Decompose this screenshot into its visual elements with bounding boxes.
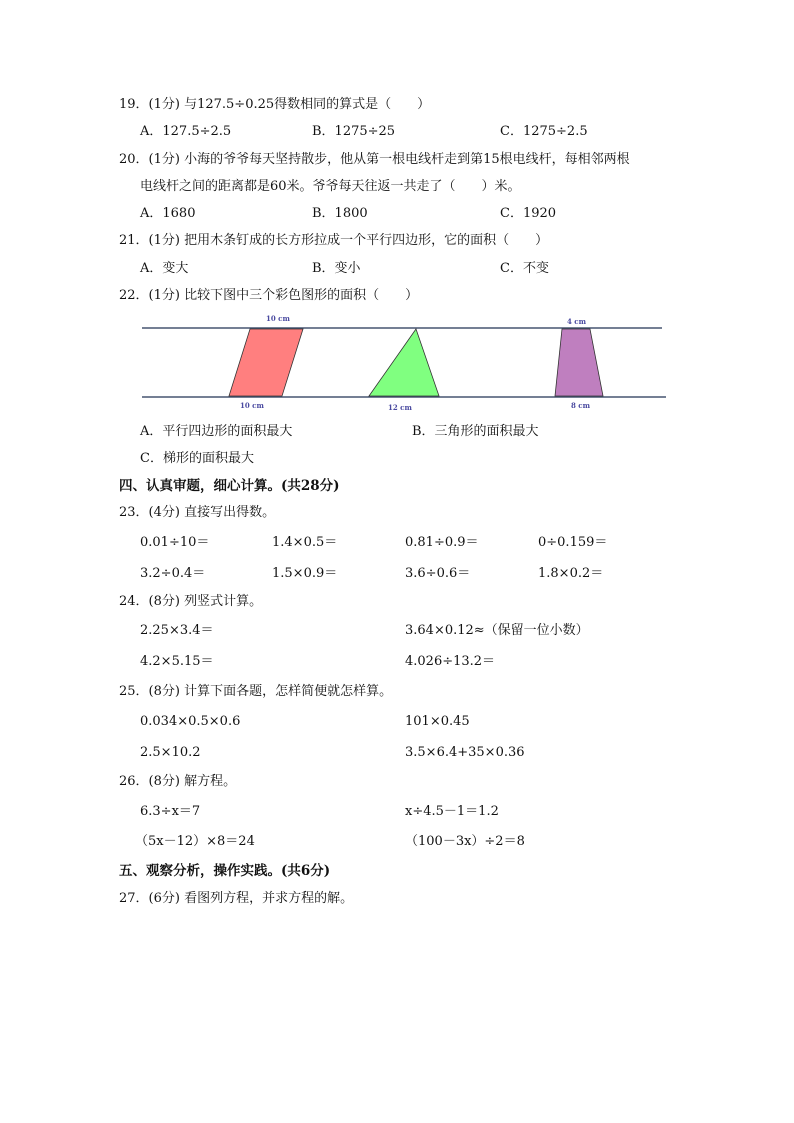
q20-option-a[interactable]: A．1680 [140,206,196,221]
q25-item: 101×0.45 [405,714,470,729]
trapezoid-shape [555,329,603,396]
q25-item: 2.5×10.2 [140,745,201,760]
q19-option-c[interactable]: C．1275÷2.5 [500,124,588,139]
parallelogram-bottom-label: 10 cm [240,401,264,410]
parallelogram-shape [229,329,303,396]
q24-item: 4.026÷13.2＝ [405,654,496,669]
q22-stem: 22．(1分) 比较下图中三个彩色图形的面积（ ） [119,288,419,303]
q20-option-b[interactable]: B．1800 [312,206,368,221]
parallelogram-top-label: 10 cm [266,314,290,323]
q24-item: 4.2×5.15＝ [140,654,214,669]
q21-option-c[interactable]: C．不变 [500,261,549,276]
triangle-shape [369,329,439,396]
q20-stem-line1: 20．(1分) 小海的爷爷每天坚持散步，他从第一根电线杆走到第15根电线杆，每相邻两根 [119,152,630,167]
q26-stem: 26．(8分) 解方程。 [119,774,237,789]
q23-item: 1.8×0.2＝ [538,566,604,581]
q25-item: 0.034×0.5×0.6 [140,714,241,729]
q24-stem: 24．(8分) 列竖式计算。 [119,594,263,609]
q19-option-a[interactable]: A．127.5÷2.5 [140,124,232,139]
q21-option-b[interactable]: B．变小 [312,261,361,276]
section-5-heading: 五、观察分析，操作实践。(共6分) [119,863,331,879]
q26-item: （5x－12）×8＝24 [135,834,255,849]
q23-item: 0.81÷0.9＝ [405,535,479,550]
q27-stem: 27．(6分) 看图列方程，并求方程的解。 [119,891,354,906]
q23-item: 0÷0.159＝ [538,535,608,550]
area-comparison-figure [140,312,670,417]
q22-option-b[interactable]: B．三角形的面积最大 [412,424,539,439]
q23-item: 1.4×0.5＝ [272,535,338,550]
q26-item: 6.3÷x＝7 [140,804,201,819]
q19-option-b[interactable]: B．1275÷25 [312,124,396,139]
q22-option-a[interactable]: A．平行四边形的面积最大 [140,424,293,439]
trapezoid-top-label: 4 cm [567,317,586,326]
q19-stem: 19．(1分) 与127.5÷0.25得数相同的算式是（ ） [119,97,431,112]
section-4-heading: 四、认真审题，细心计算。(共28分) [119,478,340,494]
q23-item: 1.5×0.9＝ [272,566,338,581]
q22-option-c[interactable]: C．梯形的面积最大 [140,451,254,466]
q26-item: x÷4.5－1＝1.2 [405,804,499,819]
q23-item: 3.6÷0.6＝ [405,566,471,581]
q23-stem: 23．(4分) 直接写出得数。 [119,505,276,520]
q24-item: 2.25×3.4＝ [140,623,214,638]
q25-item: 3.5×6.4+35×0.36 [405,745,525,760]
q24-item: 3.64×0.12≈（保留一位小数） [405,623,589,638]
q26-item: （100－3x）÷2＝8 [405,834,525,849]
q23-item: 3.2÷0.4＝ [140,566,206,581]
q25-stem: 25．(8分) 计算下面各题，怎样简便就怎样算。 [119,684,393,699]
triangle-base-label: 12 cm [388,403,412,412]
q21-option-a[interactable]: A．变大 [140,261,189,276]
q21-stem: 21．(1分) 把用木条钉成的长方形拉成一个平行四边形，它的面积（ ） [119,233,549,248]
q23-item: 0.01÷10＝ [140,535,210,550]
trapezoid-bottom-label: 8 cm [571,401,590,410]
q20-stem-line2: 电线杆之间的距离都是60米。爷爷每天往返一共走了（ ）米。 [140,179,521,194]
q20-option-c[interactable]: C．1920 [500,206,557,221]
